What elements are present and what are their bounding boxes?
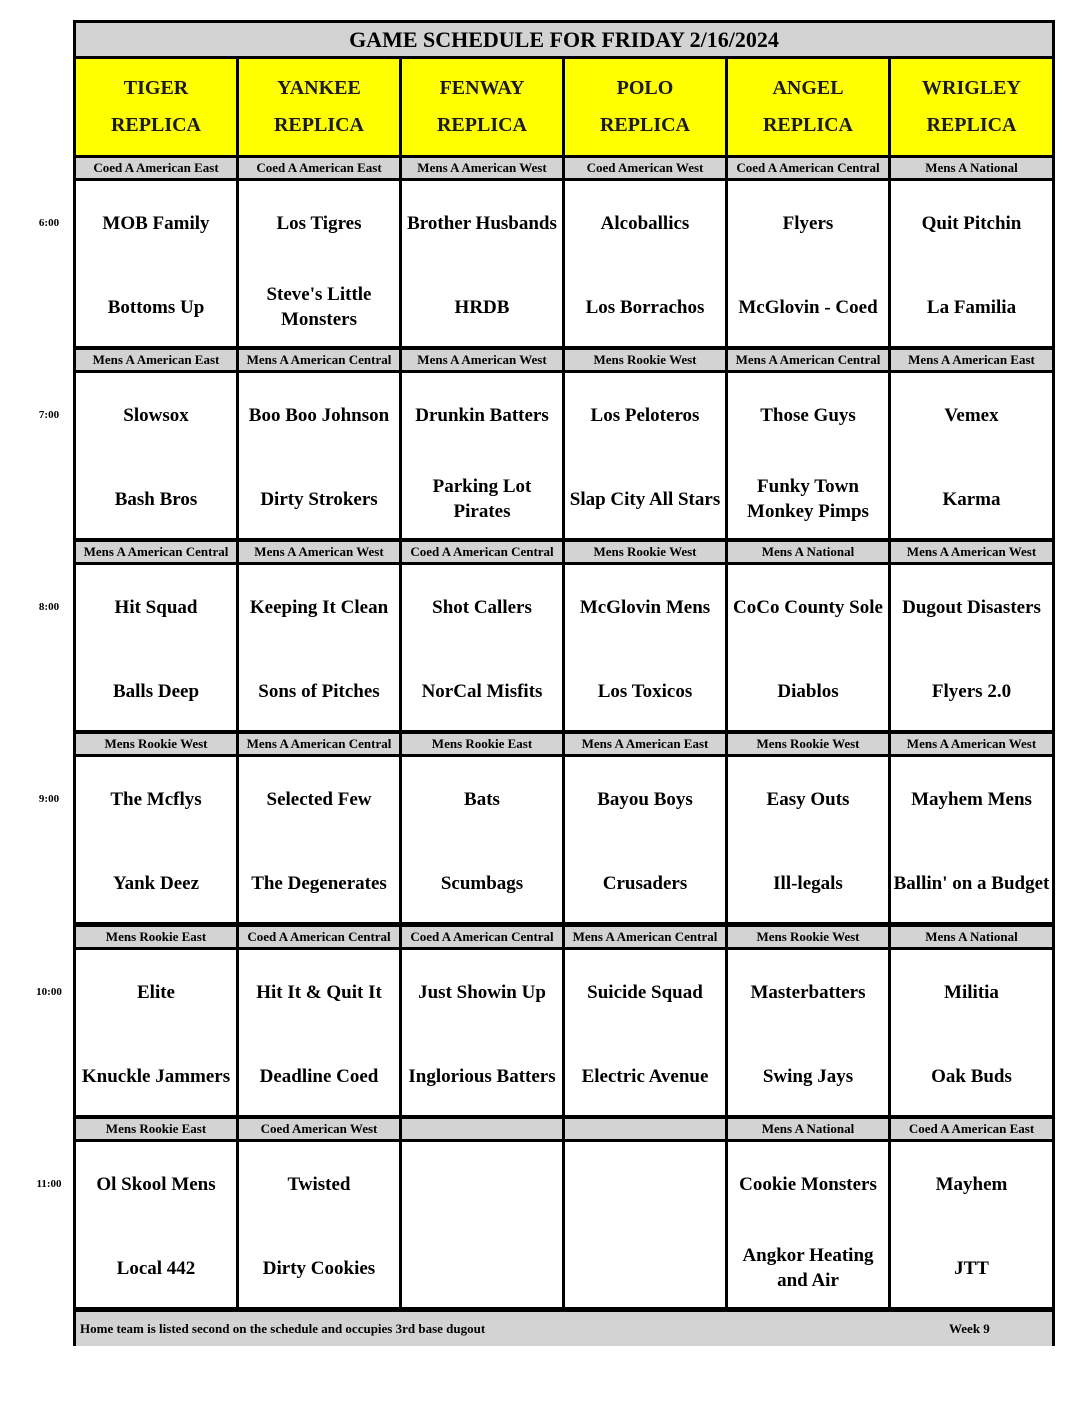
- division-label: Mens A American Central: [239, 734, 399, 754]
- division-label: Mens A American East: [891, 350, 1052, 370]
- division-label: Coed American West: [565, 158, 725, 178]
- division-label: Mens A American West: [402, 158, 562, 178]
- home-team: Local 442: [116, 1257, 196, 1279]
- time-label: 10:00: [36, 986, 62, 998]
- division-label: Mens A National: [891, 158, 1052, 178]
- game-cell: [891, 373, 1052, 538]
- away-team: Slowsox: [123, 404, 189, 426]
- division-label: Mens A American Central: [728, 350, 888, 370]
- game-cell: [239, 373, 399, 538]
- time-label: 8:00: [38, 601, 60, 613]
- division-label: Mens A American Central: [239, 350, 399, 370]
- game-cell: [402, 181, 562, 346]
- home-team: HRDB: [454, 296, 510, 318]
- field-name: FENWAY: [439, 77, 525, 99]
- home-team: Knuckle Jammers: [81, 1065, 231, 1087]
- game-cell: [239, 565, 399, 730]
- game-cell: [239, 757, 399, 922]
- division-label: Mens A American Central: [565, 927, 725, 947]
- home-team: Inglorious Batters: [408, 1065, 556, 1087]
- game-cell: [402, 373, 562, 538]
- away-team: Ol Skool Mens: [96, 1173, 216, 1195]
- game-cell: [728, 757, 888, 922]
- home-team: Swing Jays: [762, 1065, 854, 1087]
- week-label: Week 9: [949, 1321, 990, 1336]
- schedule-table: [73, 20, 1055, 1346]
- home-team: Ill-legals: [773, 872, 843, 894]
- game-cell: [402, 1142, 562, 1307]
- game-cell: [565, 565, 725, 730]
- time-label: 6:00: [38, 217, 60, 229]
- home-team: Funky Town Monkey Pimps: [747, 476, 869, 522]
- away-team: CoCo County Sole: [733, 596, 883, 618]
- away-team: Shot Callers: [432, 596, 532, 618]
- away-team: Cookie Monsters: [739, 1173, 877, 1195]
- field-header-fenway: [402, 59, 562, 155]
- away-team: Dugout Disasters: [902, 596, 1041, 618]
- away-team: Brother Husbands: [407, 212, 557, 234]
- away-team: Masterbatters: [750, 981, 866, 1003]
- home-team: Deadline Coed: [259, 1065, 379, 1087]
- game-cell: [891, 950, 1052, 1115]
- division-label: Mens Rookie East: [76, 927, 236, 947]
- division-label: Mens A National: [728, 542, 888, 562]
- division-label: Coed A American East: [891, 1119, 1052, 1139]
- away-team: Alcoballics: [600, 212, 690, 234]
- division-label: Coed A American Central: [402, 927, 562, 947]
- home-team: Ballin' on a Budget: [893, 872, 1050, 894]
- home-team: Yank Deez: [112, 872, 200, 894]
- division-label: Mens A American East: [565, 734, 725, 754]
- field-header-polo: [565, 59, 725, 155]
- time-label: 9:00: [38, 793, 60, 805]
- away-team: Suicide Squad: [587, 981, 703, 1003]
- division-label: Mens A American West: [402, 350, 562, 370]
- away-team: Bayou Boys: [597, 788, 693, 810]
- away-team: Hit It & Quit It: [256, 981, 382, 1003]
- division-label: Mens Rookie West: [565, 542, 725, 562]
- division-label: Mens A American West: [891, 734, 1052, 754]
- field-header-yankee: [239, 59, 399, 155]
- division-label: Coed A American Central: [239, 927, 399, 947]
- away-team: Elite: [137, 981, 175, 1003]
- game-cell: [76, 1142, 236, 1307]
- field-name: WRIGLEY: [922, 77, 1021, 99]
- footer-bar: [76, 1312, 1052, 1346]
- away-team: Selected Few: [266, 788, 372, 810]
- away-team: Quit Pitchin: [921, 212, 1022, 234]
- home-team: JTT: [954, 1257, 989, 1279]
- field-name: TIGER: [123, 77, 189, 99]
- home-team: Diablos: [777, 680, 839, 702]
- home-team: Slap City All Stars: [569, 488, 721, 510]
- division-label: Coed American West: [239, 1119, 399, 1139]
- away-team: The Mcflys: [110, 788, 202, 810]
- away-team: Mayhem Mens: [911, 788, 1032, 810]
- home-team: Oak Buds: [931, 1065, 1012, 1087]
- away-team: Flyers: [782, 212, 834, 234]
- field-subtitle: REPLICA: [110, 114, 201, 136]
- away-team: Bats: [464, 788, 500, 810]
- division-label: Coed A American Central: [402, 542, 562, 562]
- time-label: 7:00: [38, 409, 60, 421]
- division-label: Mens Rookie West: [76, 734, 236, 754]
- field-subtitle: REPLICA: [436, 114, 527, 136]
- home-team: Dirty Cookies: [262, 1257, 376, 1279]
- division-label: Mens Rookie West: [728, 734, 888, 754]
- game-cell: [565, 757, 725, 922]
- home-team: Steve's Little Monsters: [266, 284, 372, 330]
- game-cell: [728, 373, 888, 538]
- division-label: Mens A National: [728, 1119, 888, 1139]
- division-label: Mens A National: [891, 927, 1052, 947]
- away-team: Twisted: [287, 1173, 351, 1195]
- division-label: Mens A American Central: [76, 542, 236, 562]
- home-team: Dirty Strokers: [260, 488, 378, 510]
- field-subtitle: REPLICA: [926, 114, 1017, 136]
- division-label: Mens Rookie East: [402, 734, 562, 754]
- away-team: Easy Outs: [766, 788, 850, 810]
- home-team: La Familia: [926, 296, 1017, 318]
- field-subtitle: REPLICA: [762, 114, 853, 136]
- game-cell: [402, 757, 562, 922]
- home-team: Los Toxicos: [597, 680, 693, 702]
- field-header-tiger: [76, 59, 236, 155]
- home-team: NorCal Misfits: [421, 680, 543, 702]
- division-label: Coed A American Central: [728, 158, 888, 178]
- field-subtitle: REPLICA: [599, 114, 690, 136]
- division-label: [402, 1119, 562, 1139]
- away-team: Los Peloteros: [590, 404, 700, 426]
- home-team: Los Borrachos: [585, 296, 705, 318]
- field-name: POLO: [616, 77, 674, 99]
- division-label: [565, 1119, 725, 1139]
- game-cell: [728, 181, 888, 346]
- away-team: Vemex: [944, 404, 999, 426]
- game-cell: [891, 565, 1052, 730]
- game-cell: [76, 373, 236, 538]
- home-team: Balls Deep: [112, 680, 200, 702]
- home-team: [402, 1240, 562, 1296]
- game-cell: [891, 1142, 1052, 1307]
- game-cell: [728, 1142, 888, 1307]
- away-team: Drunkin Batters: [415, 404, 549, 426]
- home-team: Parking Lot Pirates: [432, 476, 532, 522]
- division-label: Mens Rookie East: [76, 1119, 236, 1139]
- game-cell: [76, 757, 236, 922]
- game-cell: [565, 950, 725, 1115]
- division-label: Coed A American East: [76, 158, 236, 178]
- game-cell: [891, 757, 1052, 922]
- away-team: [402, 1156, 562, 1212]
- away-team: Hit Squad: [114, 596, 198, 618]
- away-team: Just Showin Up: [418, 981, 546, 1003]
- division-label: Mens A American West: [239, 542, 399, 562]
- division-label: Mens Rookie West: [565, 350, 725, 370]
- game-cell: [565, 1142, 725, 1307]
- home-team: The Degenerates: [251, 872, 387, 894]
- away-team: McGlovin Mens: [579, 596, 711, 618]
- division-label: Mens Rookie West: [728, 927, 888, 947]
- game-cell: [891, 181, 1052, 346]
- home-team: Angkor Heating and Air: [742, 1245, 874, 1291]
- division-label: Mens A American East: [76, 350, 236, 370]
- away-team: Keeping It Clean: [249, 596, 389, 618]
- home-team: [565, 1240, 725, 1296]
- home-team: McGlovin - Coed: [738, 296, 878, 318]
- field-header-angel: [728, 59, 888, 155]
- home-team: Electric Avenue: [581, 1065, 709, 1087]
- away-team: Boo Boo Johnson: [248, 404, 390, 426]
- home-team: Bash Bros: [114, 488, 198, 510]
- game-cell: [402, 950, 562, 1115]
- home-team: Sons of Pitches: [258, 680, 380, 702]
- away-team: Militia: [944, 981, 999, 1003]
- division-label: Coed A American East: [239, 158, 399, 178]
- away-team: Los Tigres: [276, 212, 362, 234]
- away-team: [565, 1156, 725, 1212]
- game-cell: [402, 565, 562, 730]
- field-header-wrigley: [891, 59, 1052, 155]
- game-cell: [76, 181, 236, 346]
- field-name: ANGEL: [772, 77, 844, 99]
- game-cell: [76, 950, 236, 1115]
- home-team: Scumbags: [440, 872, 524, 894]
- field-subtitle: REPLICA: [273, 114, 364, 136]
- field-name: YANKEE: [277, 77, 361, 99]
- game-cell: [239, 181, 399, 346]
- home-team: Crusaders: [602, 872, 688, 894]
- home-team: Karma: [942, 488, 1001, 510]
- game-cell: [239, 950, 399, 1115]
- game-cell: [728, 565, 888, 730]
- home-team: Bottoms Up: [107, 296, 205, 318]
- schedule-title: GAME SCHEDULE FOR FRIDAY 2/16/2024: [76, 23, 1052, 56]
- game-cell: [76, 565, 236, 730]
- game-cell: [565, 373, 725, 538]
- division-label: Mens A American West: [891, 542, 1052, 562]
- footer-note: Home team is listed second on the schedule and occupies 3rd base dugout: [80, 1321, 486, 1336]
- away-team: Those Guys: [760, 404, 856, 426]
- game-cell: [728, 950, 888, 1115]
- home-team: Flyers 2.0: [931, 680, 1012, 702]
- away-team: MOB Family: [102, 212, 210, 234]
- away-team: Mayhem: [935, 1173, 1008, 1195]
- game-cell: [239, 1142, 399, 1307]
- game-cell: [565, 181, 725, 346]
- time-label: 11:00: [36, 1178, 62, 1190]
